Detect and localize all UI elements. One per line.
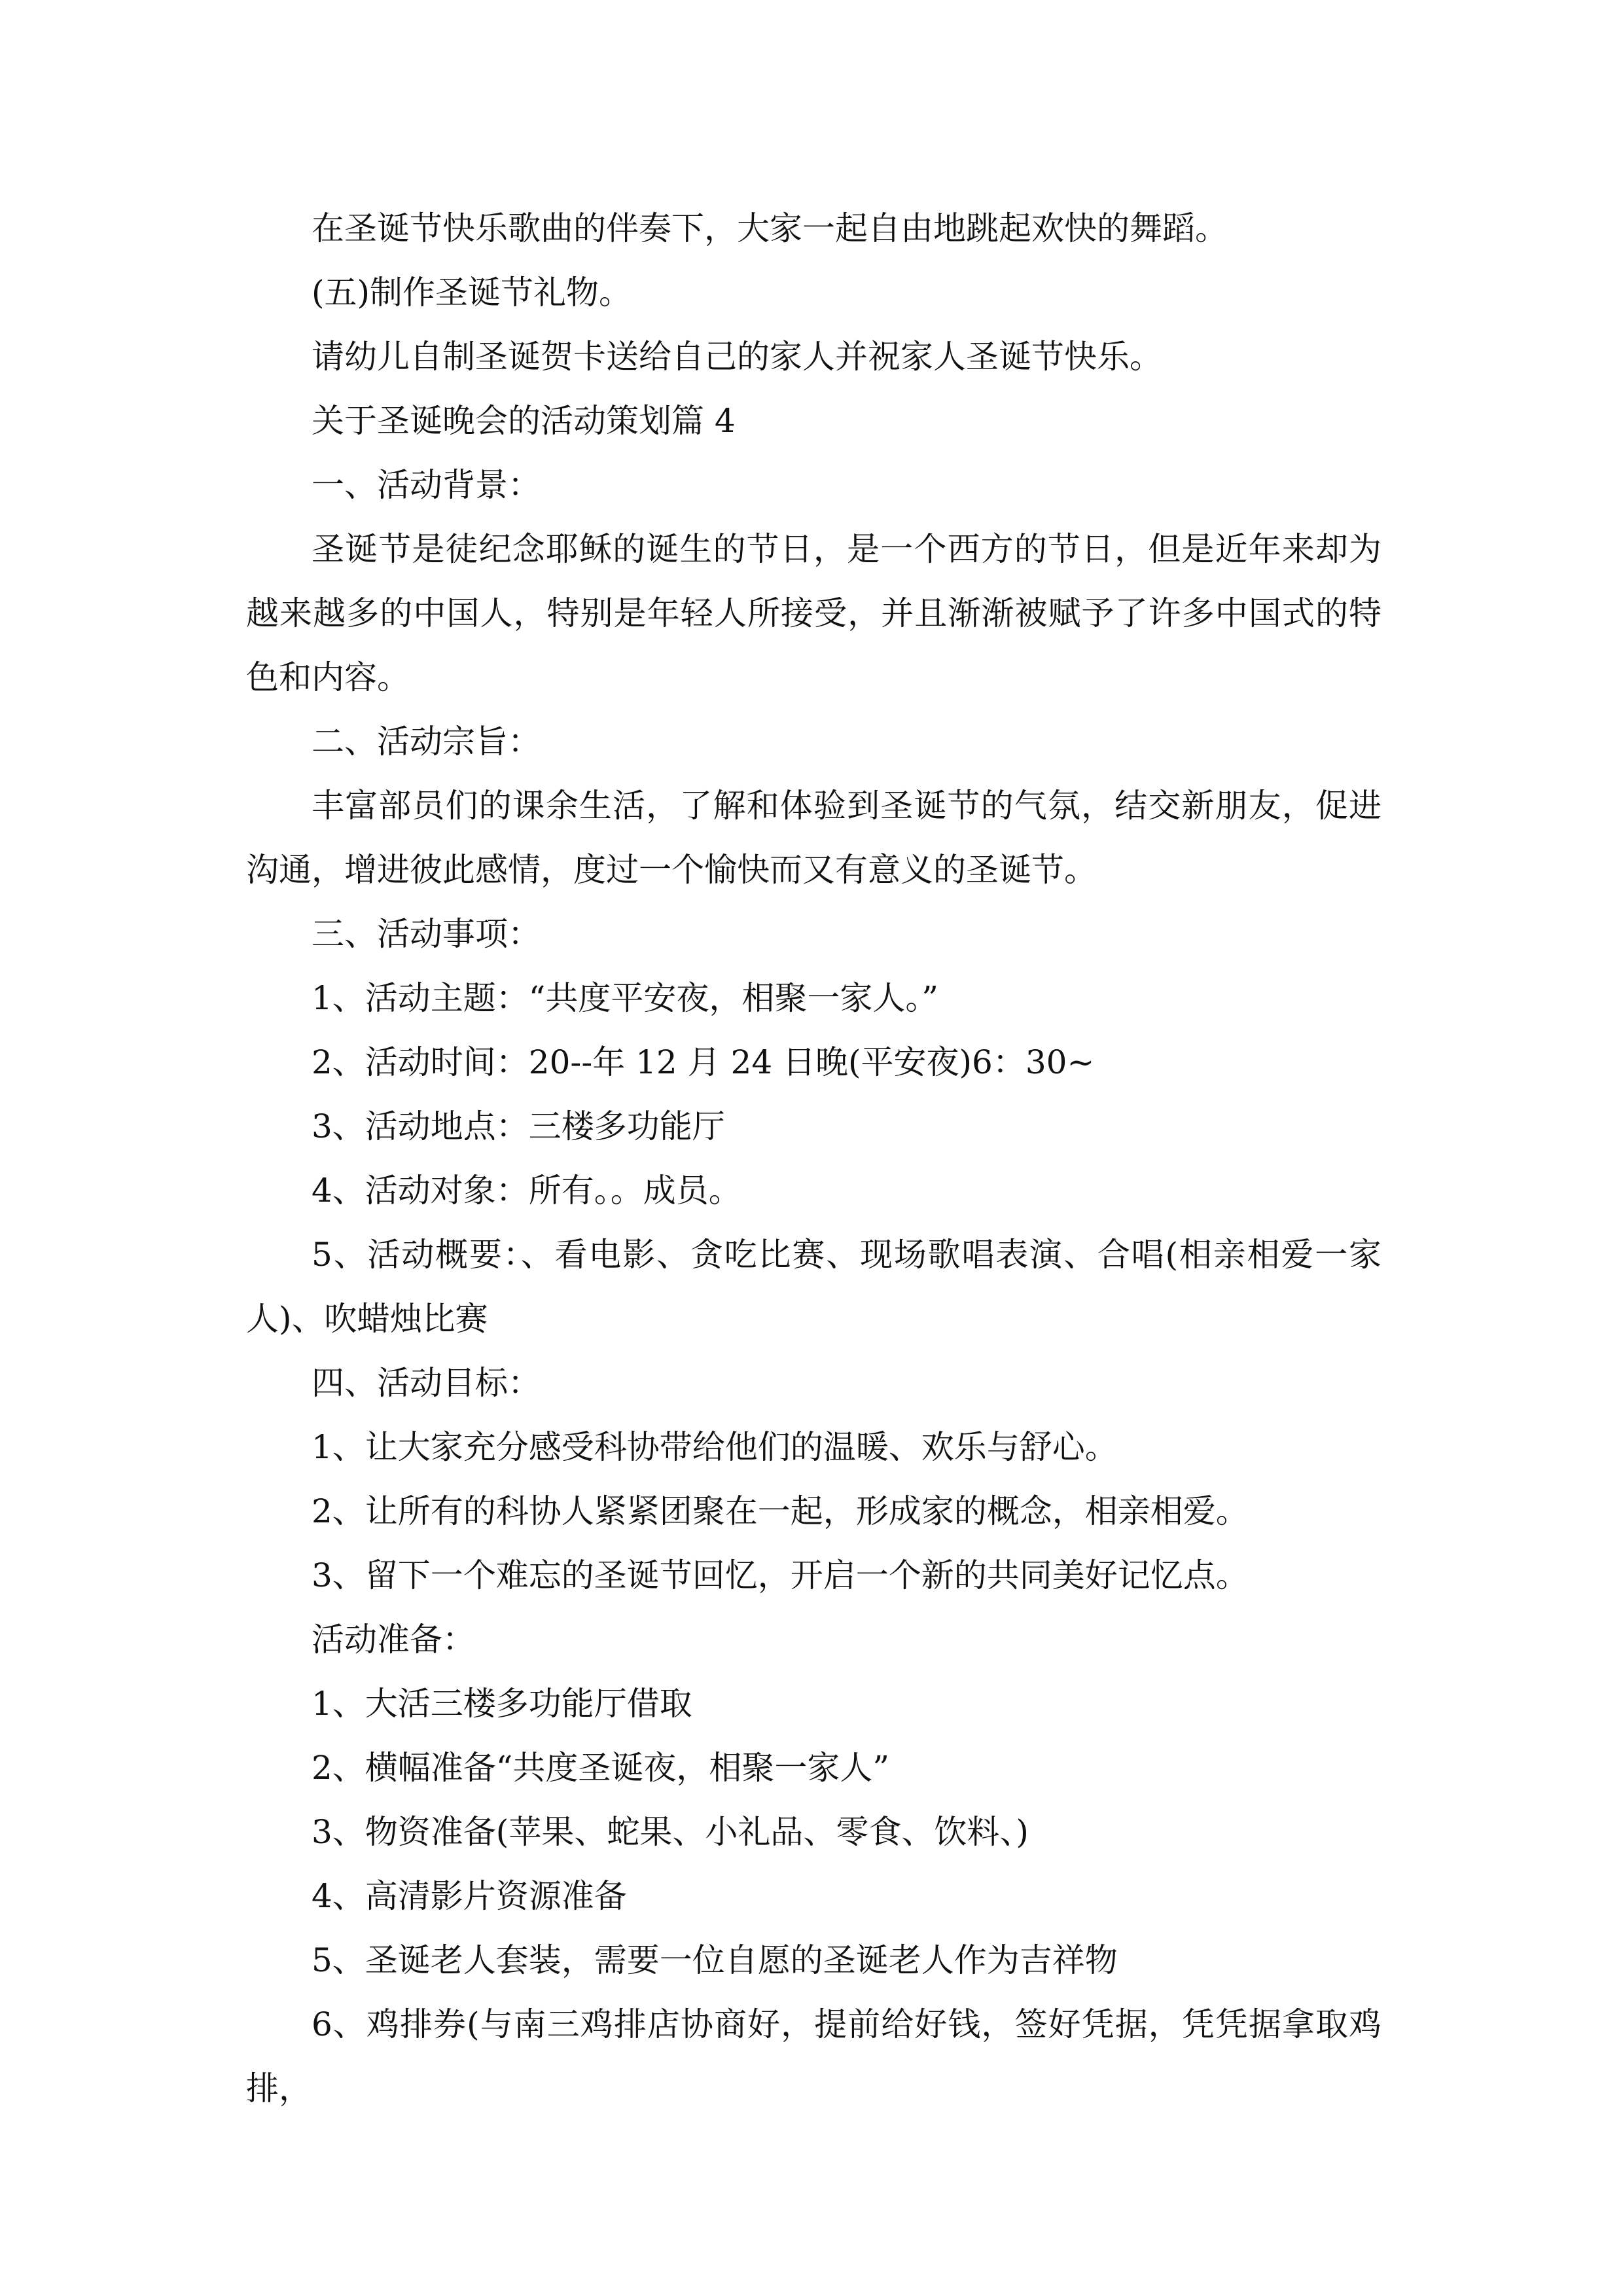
- section-heading: 二、活动宗旨：: [312, 723, 541, 761]
- list-item: 3、活动地点：三楼多功能厅: [312, 1107, 725, 1145]
- list-item: 1、让大家充分感受科协带给他们的温暖、欢乐与舒心。: [312, 1428, 1118, 1466]
- list-item: 4、高清影片资源准备: [312, 1877, 627, 1915]
- list-item: 3、留下一个难忘的圣诞节回忆，开启一个新的共同美好记忆点。: [312, 1556, 1249, 1594]
- list-item: 4、活动对象：所有。。成员。: [312, 1172, 741, 1210]
- list-item: 2、活动时间：20--年 12 月 24 日晚(平安夜)6：30~: [312, 1043, 1095, 1081]
- paragraph: 丰富部员们的课余生活，了解和体验到圣诞节的气氛，结交新朋友，促进沟通，增进彼此感情，度过一个愉快而又有意义的圣诞节。: [246, 787, 1382, 889]
- section-heading: 一、活动背景：: [312, 466, 541, 504]
- list-item: 2、横幅准备“共度圣诞夜，相聚一家人”: [312, 1749, 889, 1787]
- paragraph: 在圣诞节快乐歌曲的伴奏下，大家一起自由地跳起欢快的舞蹈。: [312, 209, 1228, 247]
- list-item: 2、让所有的科协人紧紧团聚在一起，形成家的概念，相亲相爱。: [312, 1492, 1249, 1530]
- section-title: 关于圣诞晚会的活动策划篇 4: [312, 402, 736, 440]
- paragraph: 圣诞节是徒纪念耶稣的诞生的节日，是一个西方的节日，但是近年来却为越来越多的中国人，特别是年轻人所接受，并且渐渐被赋予了许多中国式的特色和内容。: [246, 530, 1382, 696]
- list-item: 3、物资准备(苹果、蛇果、小礼品、零食、饮料、): [312, 1813, 1029, 1851]
- list-item: 1、大活三楼多功能厅借取: [312, 1685, 692, 1723]
- paragraph: 请幼儿自制圣诞贺卡送给自己的家人并祝家人圣诞节快乐。: [312, 338, 1162, 376]
- list-item: 1、活动主题：“共度平安夜，相聚一家人。”: [312, 979, 938, 1017]
- section-heading: 三、活动事项：: [312, 915, 541, 953]
- paragraph: (五)制作圣诞节礼物。: [312, 274, 632, 312]
- document-body: [246, 196, 1382, 2121]
- section-heading: 活动准备：: [312, 1621, 475, 1659]
- section-heading: 四、活动目标：: [312, 1364, 541, 1402]
- list-item: 5、圣诞老人套装，需要一位自愿的圣诞老人作为吉祥物: [312, 1941, 1118, 1979]
- list-item: 5、活动概要：、看电影、贪吃比赛、现场歌唱表演、合唱(相亲相爱一家人)、吹蜡烛比赛: [246, 1236, 1382, 1338]
- list-item: 6、鸡排券(与南三鸡排店协商好，提前给好钱，签好凭据，凭凭据拿取鸡排，: [246, 2005, 1382, 2108]
